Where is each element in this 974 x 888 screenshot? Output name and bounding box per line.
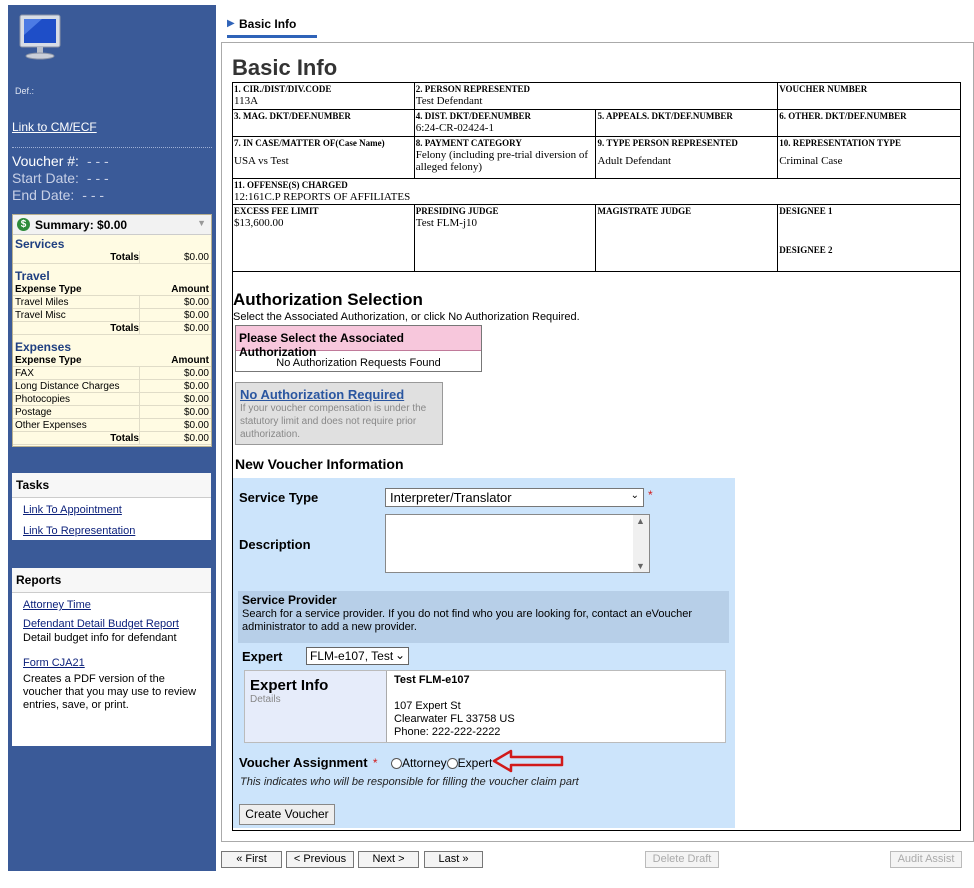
row-label: FAX	[15, 368, 34, 379]
totals-label: Totals	[110, 323, 139, 334]
service-type-select[interactable]	[385, 488, 644, 507]
expense-row	[13, 406, 211, 419]
tasks-panel	[12, 473, 211, 540]
scroll-down-icon[interactable]: ▼	[636, 561, 645, 571]
description-textarea[interactable]	[385, 514, 650, 573]
field-label: MAGISTRATE JUDGE	[597, 206, 692, 216]
service-provider-desc: Search for a service provider. If you do not find who you are looking for, contact an eVoucher administrator to add a new provider.	[242, 608, 693, 633]
row-amount: $0.00	[139, 309, 209, 321]
expert-address-1: 107 Expert St	[394, 700, 461, 712]
dist-number-value: 6:24-CR-02424-1	[415, 122, 494, 134]
expenses-header-row	[13, 354, 211, 367]
required-indicator: *	[648, 488, 653, 502]
field-label: DESIGNEE 2	[779, 245, 833, 255]
divider	[12, 147, 212, 148]
field-label: 2. PERSON REPRESENTED	[415, 84, 531, 94]
field-label: 11. OFFENSE(S) CHARGED	[234, 180, 348, 190]
tab-label: Basic Info	[239, 17, 297, 31]
field-label: 7. IN CASE/MATTER OF(Case Name)	[234, 138, 385, 148]
row-label: Long Distance Charges	[15, 381, 120, 392]
authorization-empty-text: No Authorization Requests Found	[276, 357, 441, 369]
chevron-down-icon: ⌄	[394, 648, 405, 662]
last-page-button[interactable]: Last »	[424, 851, 483, 868]
row-amount: $0.00	[139, 419, 209, 431]
expense-row	[13, 419, 211, 432]
create-voucher-button[interactable]: Create Voucher	[239, 804, 335, 825]
expert-select[interactable]	[306, 647, 409, 665]
end-date-label: End Date:	[12, 187, 75, 203]
required-indicator: *	[372, 756, 378, 770]
row-label: Postage	[15, 407, 52, 418]
travel-totals-row	[13, 322, 211, 335]
field-label: 8. PAYMENT CATEGORY	[415, 138, 522, 148]
row-amount: $0.00	[139, 393, 209, 405]
payment-category-value: Felony (including pre-trial diversion of alleged felony)	[415, 149, 589, 173]
row-label: Other Expenses	[15, 420, 87, 431]
excess-fee-value: $13,600.00	[234, 217, 284, 229]
authorization-list	[235, 325, 482, 372]
attorney-radio[interactable]	[391, 758, 402, 769]
no-authorization-desc: If your voucher compensation is under the statutory limit and does not require prior authorization.	[240, 403, 427, 440]
service-provider-heading: Service Provider	[242, 593, 337, 607]
expert-radio-label[interactable]: Expert	[457, 756, 493, 770]
row-amount: $0.00	[139, 296, 209, 308]
expert-info-card	[244, 670, 726, 743]
previous-page-button[interactable]: < Previous	[286, 851, 354, 868]
end-date-value: - - -	[82, 187, 105, 203]
scroll-up-icon[interactable]: ▲	[636, 516, 645, 526]
field-label: 1. CIR./DIST/DIV.CODE	[234, 84, 332, 94]
voucher-number-label: Voucher #:	[12, 153, 79, 169]
arrow-right-icon: ▶	[227, 18, 235, 29]
expenses-heading: Expenses	[15, 340, 72, 354]
expense-row	[13, 393, 211, 406]
summary-panel	[12, 214, 212, 447]
expert-details	[394, 674, 515, 739]
expert-select-value: FLM-e107, Test	[310, 649, 394, 663]
person-represented-value: Test Defendant	[415, 95, 483, 107]
field-label: 4. DIST. DKT/DEF.NUMBER	[415, 111, 532, 121]
no-authorization-box[interactable]	[235, 382, 443, 445]
totals-label: Totals	[110, 433, 139, 444]
new-voucher-form	[233, 478, 735, 828]
authorization-subtitle: Select the Associated Authorization, or click No Authorization Required.	[233, 311, 580, 323]
budget-report-link[interactable]: Defendant Detail Budget Report	[23, 618, 179, 630]
column-header: Expense Type	[15, 284, 82, 295]
link-to-appointment[interactable]: Link To Appointment	[23, 504, 122, 516]
form-cja21-desc: Creates a PDF version of the voucher that you may use to review entries, save, or print.	[23, 673, 197, 711]
totals-label: Totals	[110, 252, 139, 263]
red-arrow-annotation-icon	[491, 749, 565, 773]
travel-heading: Travel	[15, 269, 50, 283]
expense-row	[13, 367, 211, 380]
field-label: 9. TYPE PERSON REPRESENTED	[597, 138, 738, 148]
case-info-table	[232, 82, 961, 272]
expert-label: Expert	[242, 649, 283, 664]
column-header: Amount	[171, 355, 209, 366]
field-label: 10. REPRESENTATION TYPE	[779, 138, 901, 148]
expense-row	[13, 380, 211, 393]
first-page-button[interactable]: « First	[221, 851, 282, 868]
summary-header[interactable]	[13, 215, 211, 235]
expert-address-2: Clearwater FL 33758 US	[394, 713, 515, 725]
row-amount: $0.00	[139, 367, 209, 379]
row-label: Travel Misc	[15, 310, 66, 321]
field-label: EXCESS FEE LIMIT	[234, 206, 319, 216]
start-date-value: - - -	[86, 170, 109, 186]
totals-value: $0.00	[139, 432, 209, 444]
attorney-time-link[interactable]: Attorney Time	[23, 599, 91, 611]
expenses-totals-row	[13, 432, 211, 445]
row-label: Travel Miles	[15, 297, 69, 308]
case-name-value: USA vs Test	[234, 155, 289, 167]
frame-right	[960, 272, 961, 830]
voucher-assignment-label: Voucher Assignment	[239, 755, 368, 770]
field-label: 3. MAG. DKT/DEF.NUMBER	[234, 111, 351, 121]
next-page-button[interactable]: Next >	[358, 851, 419, 868]
expert-info-side	[245, 671, 387, 742]
service-type-value: Interpreter/Translator	[390, 490, 512, 505]
expert-phone: Phone: 222-222-2222	[394, 726, 501, 738]
representation-type-value: Criminal Case	[779, 155, 843, 167]
totals-value: $0.00	[139, 322, 209, 334]
end-date-row	[12, 187, 104, 203]
field-label: 6. OTHER. DKT/DEF.NUMBER	[779, 111, 907, 121]
travel-header-row	[13, 283, 211, 296]
offense-value: 12:161C.P REPORTS OF AFFILIATES	[234, 191, 411, 203]
service-type-label: Service Type	[239, 490, 319, 505]
no-authorization-link[interactable]: No Authorization Required	[240, 387, 405, 402]
totals-value: $0.00	[139, 251, 209, 263]
defendant-label: Def.:	[15, 86, 35, 96]
cmecf-link[interactable]: Link to CM/ECF	[12, 120, 97, 134]
frame-bottom	[232, 830, 961, 831]
authorization-list-header: Please Select the Associated Authorization	[236, 326, 481, 351]
presiding-judge-value: Test FLM-j10	[415, 217, 478, 229]
audit-assist-button[interactable]: Audit Assist	[890, 851, 962, 868]
expert-info-title: Expert Info	[250, 677, 329, 694]
voucher-assignment-row	[239, 755, 492, 770]
chevron-down-icon[interactable]: ▼	[197, 218, 206, 228]
start-date-label: Start Date:	[12, 170, 79, 186]
cir-code-value: 113A	[234, 95, 259, 107]
reports-heading: Reports	[12, 568, 211, 593]
travel-row	[13, 309, 211, 322]
link-to-representation[interactable]: Link To Representation	[23, 525, 136, 537]
column-header: Amount	[171, 284, 209, 295]
voucher-assignment-note: This indicates who will be responsible for filling the voucher claim part	[240, 776, 579, 788]
services-totals-row	[13, 251, 211, 264]
row-amount: $0.00	[139, 406, 209, 418]
field-label: DESIGNEE 1	[779, 206, 833, 216]
delete-draft-button[interactable]: Delete Draft	[645, 851, 719, 868]
tasks-heading: Tasks	[12, 473, 211, 498]
row-label: Photocopies	[15, 394, 71, 405]
expert-info-sub: Details	[250, 694, 281, 705]
services-heading: Services	[15, 237, 65, 251]
column-header: Expense Type	[15, 355, 82, 366]
expert-radio[interactable]	[447, 758, 458, 769]
travel-row	[13, 296, 211, 309]
expert-name: Test FLM-e107	[394, 674, 470, 686]
voucher-number-value: - - -	[86, 153, 109, 169]
field-label: 5. APPEALS. DKT/DEF.NUMBER	[597, 111, 733, 121]
description-label: Description	[239, 537, 311, 552]
start-date-row	[12, 170, 109, 186]
summary-title: Summary: $0.00	[35, 218, 128, 232]
new-voucher-heading: New Voucher Information	[235, 456, 404, 472]
tab-basic-info[interactable]	[227, 16, 317, 38]
attorney-radio-label[interactable]: Attorney	[401, 756, 447, 770]
monitor-icon	[17, 13, 65, 61]
chevron-down-icon: ⌄	[630, 490, 639, 501]
field-label: PRESIDING JUDGE	[415, 206, 499, 216]
dollar-icon: $	[17, 218, 30, 231]
form-cja21-link[interactable]: Form CJA21	[23, 657, 85, 669]
reports-panel	[12, 568, 211, 746]
budget-report-desc: Detail budget info for defendant	[23, 632, 177, 644]
service-provider-section	[238, 591, 729, 643]
authorization-heading: Authorization Selection	[233, 290, 423, 309]
voucher-number-row	[12, 153, 109, 169]
row-amount: $0.00	[139, 380, 209, 392]
scrollbar[interactable]	[633, 515, 649, 572]
field-label: VOUCHER NUMBER	[779, 84, 868, 94]
person-type-value: Adult Defendant	[597, 155, 672, 167]
page-title: Basic Info	[232, 55, 338, 80]
